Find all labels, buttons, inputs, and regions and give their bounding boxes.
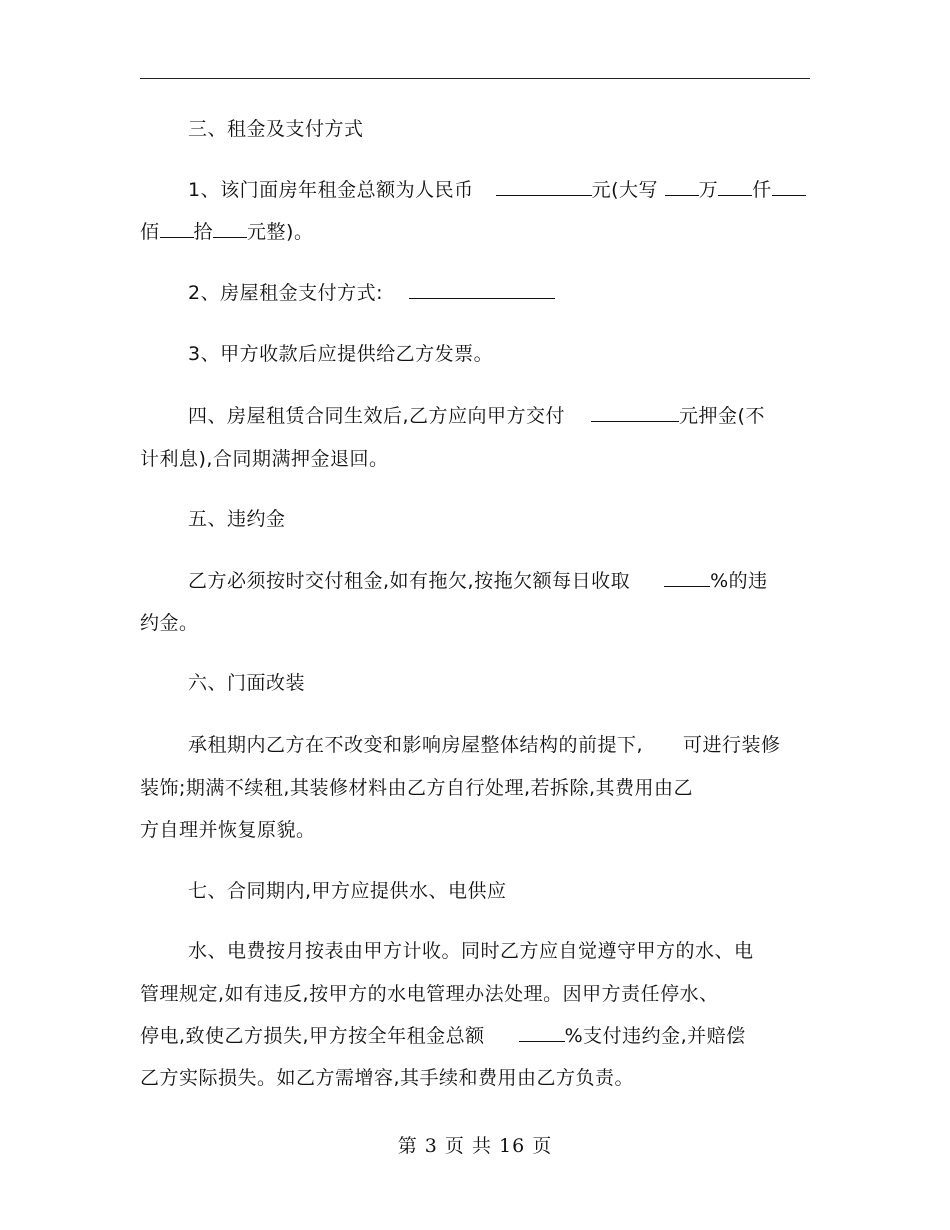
item1-text-f: 拾 <box>193 221 214 243</box>
section7-line3-b: %支付违约金,并赔偿 <box>564 1025 746 1047</box>
page-number-footer: 第 3 页 共 16 页 <box>397 1135 553 1157</box>
deposit-blank <box>591 403 679 422</box>
section6-line1 <box>188 732 781 758</box>
section6-line2: 装饰;期满不续租,其装修材料由乙方自行处理,若拆除,其费用由乙 <box>140 777 694 799</box>
section4-text-a: 四、房屋租赁合同生效后,乙方应向甲方交付 <box>188 405 566 427</box>
item2-line <box>188 280 555 306</box>
utility-penalty-blank <box>519 1023 565 1042</box>
shi-blank <box>160 219 194 238</box>
item1-line1 <box>188 177 806 203</box>
section6-heading: 六、门面改装 <box>188 672 306 694</box>
item2-text: 2、房屋租金支付方式: <box>188 282 383 304</box>
section7-line3 <box>140 1023 746 1049</box>
section6-line3: 方自理并恢复原貌。 <box>140 819 316 841</box>
header-rule <box>140 78 810 79</box>
item1-text-a: 1、该门面房年租金总额为人民币 <box>188 179 474 201</box>
amount-blank <box>496 177 592 196</box>
item1-line2 <box>140 219 313 245</box>
section7-line1: 水、电费按月按表由甲方计收。同时乙方应自觉遵守甲方的水、电 <box>188 940 754 962</box>
section4-text-b: 元押金(不 <box>679 405 765 427</box>
section5-heading: 五、违约金 <box>188 508 286 530</box>
item1-text-c: 万 <box>698 179 719 201</box>
item1-text-d: 仟 <box>752 179 772 201</box>
item1-text-e: 佰 <box>140 221 160 243</box>
section4-line1 <box>188 403 765 429</box>
section7-heading: 七、合同期内,甲方应提供水、电供应 <box>188 880 507 902</box>
bai-blank <box>772 177 806 196</box>
section6-line1-b: 可进行装修 <box>683 734 781 756</box>
section3-heading: 三、租金及支付方式 <box>188 118 364 140</box>
section5-line2: 约金。 <box>140 612 199 634</box>
section5-text-a: 乙方必须按时交付租金,如有拖欠,按拖欠额每日收取 <box>188 570 631 592</box>
section7-line3-a: 停电,致使乙方损失,甲方按全年租金总额 <box>140 1025 485 1047</box>
section7-line2: 管理规定,如有违反,按甲方的水电管理办法处理。因甲方责任停水、 <box>140 983 719 1005</box>
penalty-rate-blank <box>664 568 710 587</box>
section4-line2: 计利息),合同期满押金退回。 <box>140 448 389 470</box>
section5-line1 <box>188 568 768 594</box>
wan-blank <box>665 177 699 196</box>
item1-text-g: 元整)。 <box>247 221 314 243</box>
qian-blank <box>718 177 752 196</box>
section5-text-b: %的违 <box>710 570 768 592</box>
yuan-blank <box>213 219 247 238</box>
payment-method-blank <box>409 280 555 299</box>
section7-line4: 乙方实际损失。如乙方需增容,其手续和费用由乙方负责。 <box>140 1067 635 1089</box>
item3-line: 3、甲方收款后应提供给乙方发票。 <box>188 343 494 365</box>
item1-text-b: 元(大写 <box>591 179 659 201</box>
section6-line1-a: 承租期内乙方在不改变和影响房屋整体结构的前提下, <box>188 734 644 756</box>
